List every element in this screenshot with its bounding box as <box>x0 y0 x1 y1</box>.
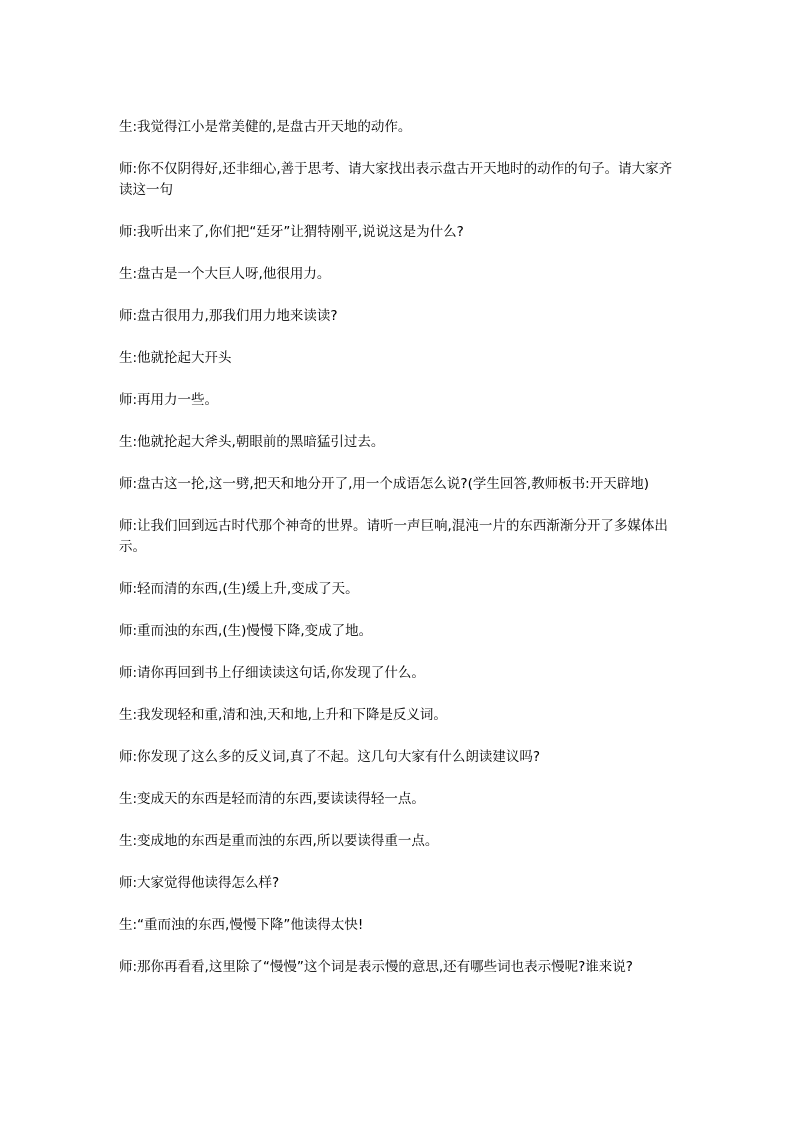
dialogue-line: 生:“重而浊的东西,慢慢下降”他读得太快! <box>119 917 364 933</box>
dialogue-line: 生:变成天的东西是轻而清的东西,要读读得轻一点。 <box>119 791 425 807</box>
dialogue-line: 生:我发现轻和重,清和浊,天和地,上升和下降是反义词。 <box>119 707 447 723</box>
dialogue-line: 生:我觉得江小是常美健的,是盘古开天地的动作。 <box>119 119 412 135</box>
dialogue-line: 师:盘古很用力,那我们用力地来读读? <box>119 308 338 324</box>
dialogue-line: 师:让我们回到远古时代那个神奇的世界。请听一声巨响,混沌一片的东西渐渐分开了多媒体出示。 <box>119 518 668 555</box>
dialogue-line: 师:盘古这一抡,这一劈,把天和地分开了,用一个成语怎么说?(学生回答,教师板书:开天辟地) <box>119 476 649 492</box>
dialogue-line: 师:大家觉得他读得怎么样? <box>119 875 280 891</box>
dialogue-body <box>119 117 681 999</box>
dialogue-line: 师:你不仅阴得好,还非细心,善于思考、请大家找出表示盘古开天地时的动作的句子。请大家齐读这一句 <box>119 161 673 198</box>
dialogue-line: 生:他就抡起大幵头 <box>119 350 232 366</box>
dialogue-line: 师:再用力一些。 <box>119 392 219 408</box>
dialogue-line: 生:变成地的东西是重而浊的东西,所以要读得重一点。 <box>119 833 439 849</box>
dialogue-line: 师:轻而清的东西,(生)缓上升,变成了天。 <box>119 581 359 597</box>
dialogue-line: 师:那你再看看,这里除了“慢慢”这个词是表示慢的意思,还有哪些词也表示慢呢?谁来说? <box>119 959 633 975</box>
dialogue-line: 生:盘古是一个大巨人呀,他很用力。 <box>119 266 331 282</box>
dialogue-line: 生:他就抡起大斧头,朝眼前的黑暗猛引过去。 <box>119 434 385 450</box>
dialogue-line: 师:重而浊的东西,(生)慢慢下降,变成了地。 <box>119 623 373 639</box>
dialogue-line: 师:我听出来了,你们把“廷牙”让猬特刚平,说说这是为什么? <box>119 224 464 240</box>
dialogue-line: 师:你发现了这么多的反义词,真了不起。这几句大家有什么朗读建议吗? <box>119 749 541 765</box>
dialogue-line: 师:请你再回到书上仔细读读这句话,你发现了什么。 <box>119 665 425 681</box>
